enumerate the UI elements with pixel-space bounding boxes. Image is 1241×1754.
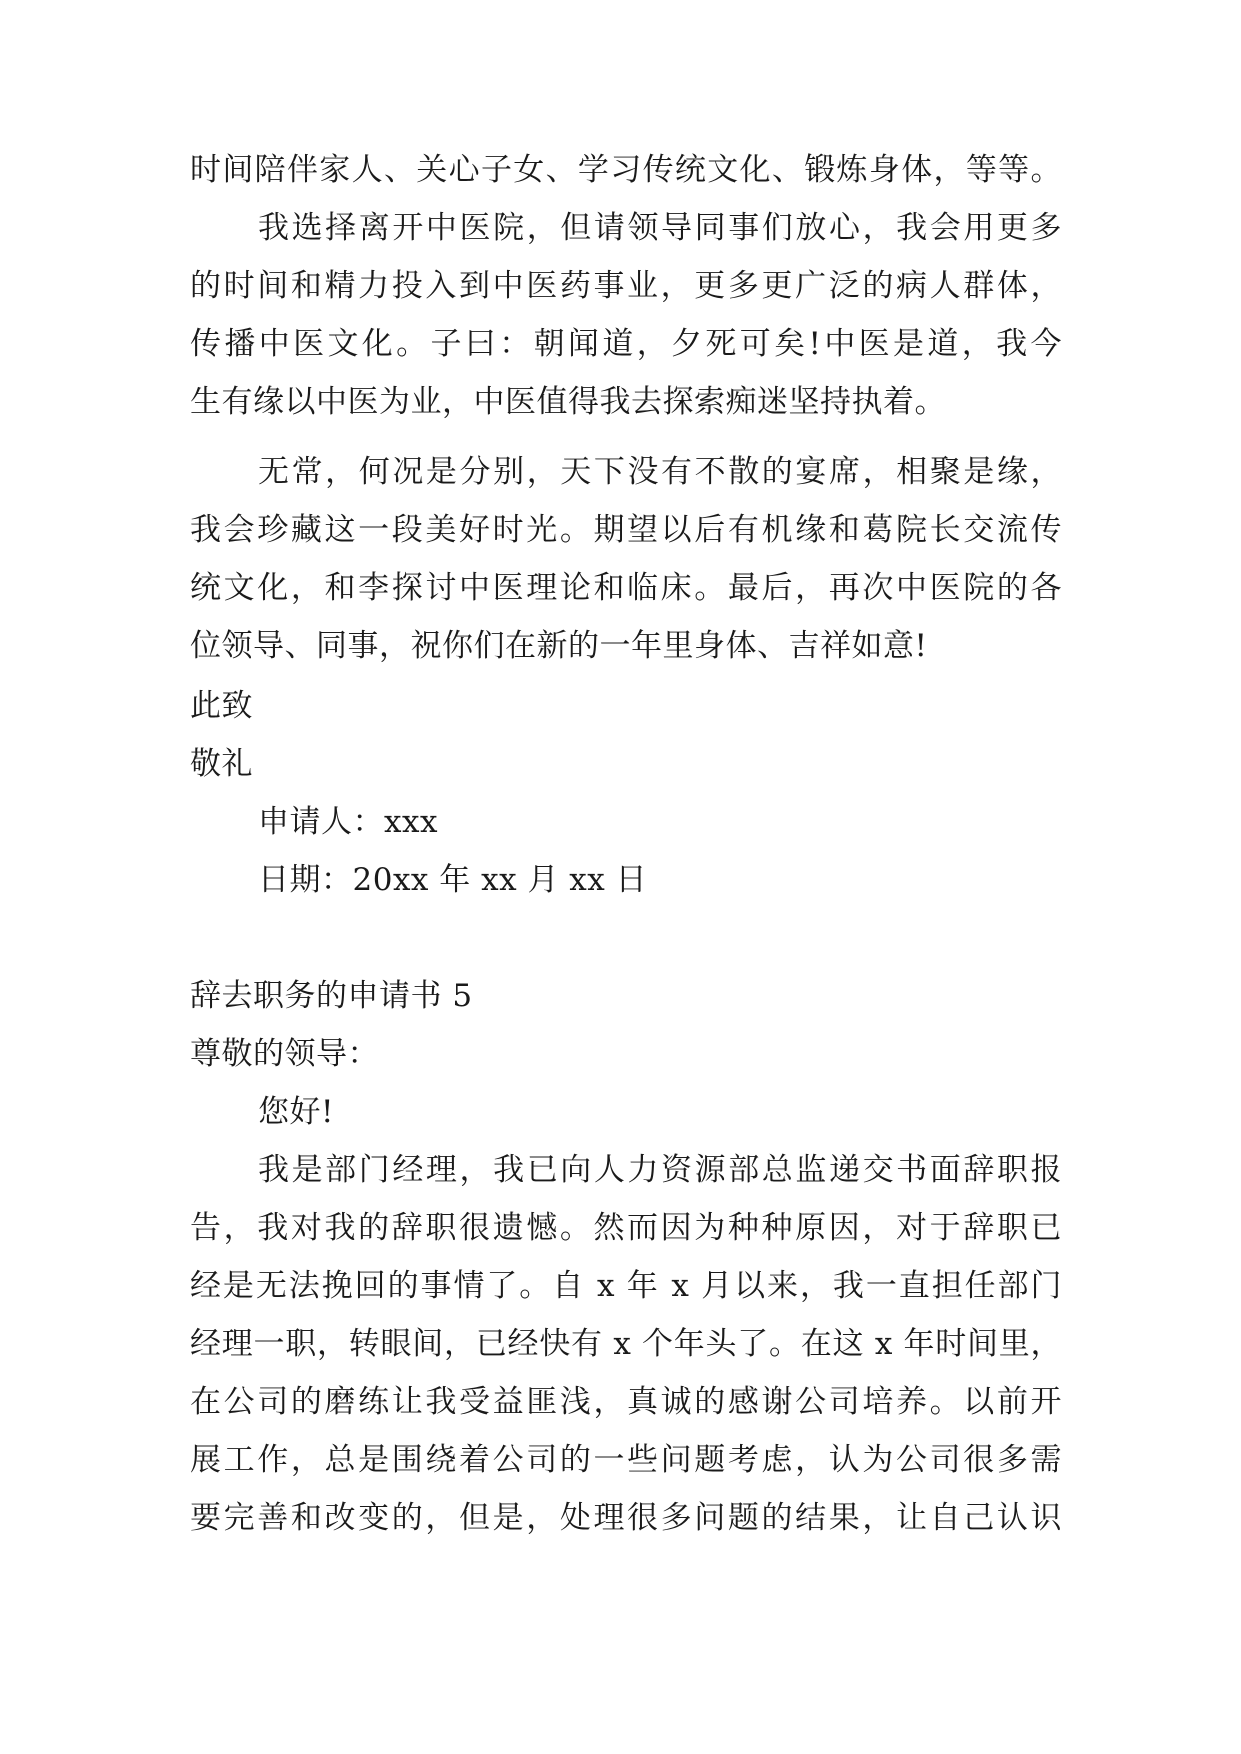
closing-line-2: 敬礼 [190, 746, 253, 782]
salutation: 尊敬的领导： [190, 1036, 379, 1072]
text-line-11: 告，我对我的辞职很遗憾。然而因为种种原因，对于辞职已 [190, 1210, 1062, 1246]
text-line-12: 经是无法挽回的事情了。自 x 年 x 月以来，我一直担任部门 [190, 1268, 1062, 1304]
text-line-5: 生有缘以中医为业，中医值得我去探索痴迷坚持执着。 [190, 384, 946, 420]
text-line-13: 经理一职，转眼间，已经快有 x 个年头了。在这 x 年时间里， [190, 1326, 1062, 1362]
closing-line-1: 此致 [190, 688, 253, 724]
text-line-10: 我是部门经理，我已向人力资源部总监递交书面辞职报 [258, 1152, 1062, 1188]
text-line-16: 要完善和改变的，但是，处理很多问题的结果，让自己认识 [190, 1500, 1062, 1536]
text-line-4: 传播中医文化。子曰：朝闻道，夕死可矣!中医是道，我今 [190, 326, 1062, 362]
section-title: 辞去职务的申请书 5 [190, 978, 473, 1014]
applicant-line: 申请人：xxx [258, 804, 438, 840]
text-line-15: 展工作，总是围绕着公司的一些问题考虑，认为公司很多需 [190, 1442, 1062, 1478]
greeting: 您好! [258, 1094, 334, 1130]
text-line-3: 的时间和精力投入到中医药事业，更多更广泛的病人群体， [190, 268, 1062, 304]
text-line-1: 时间陪伴家人、关心子女、学习传统文化、锻炼身体，等等。 [190, 152, 1062, 188]
text-line-6: 无常，何况是分别，天下没有不散的宴席，相聚是缘， [258, 454, 1062, 490]
text-line-7: 我会珍藏这一段美好时光。期望以后有机缘和葛院长交流传 [190, 512, 1062, 548]
text-line-8: 统文化，和李探讨中医理论和临床。最后，再次中医院的各 [190, 570, 1062, 606]
text-line-14: 在公司的磨练让我受益匪浅，真诚的感谢公司培养。以前开 [190, 1384, 1062, 1420]
text-line-9: 位领导、同事，祝你们在新的一年里身体、吉祥如意! [190, 628, 928, 664]
date-line: 日期：20xx 年 xx 月 xx 日 [258, 862, 648, 898]
text-line-2: 我选择离开中医院，但请领导同事们放心，我会用更多 [258, 210, 1062, 246]
